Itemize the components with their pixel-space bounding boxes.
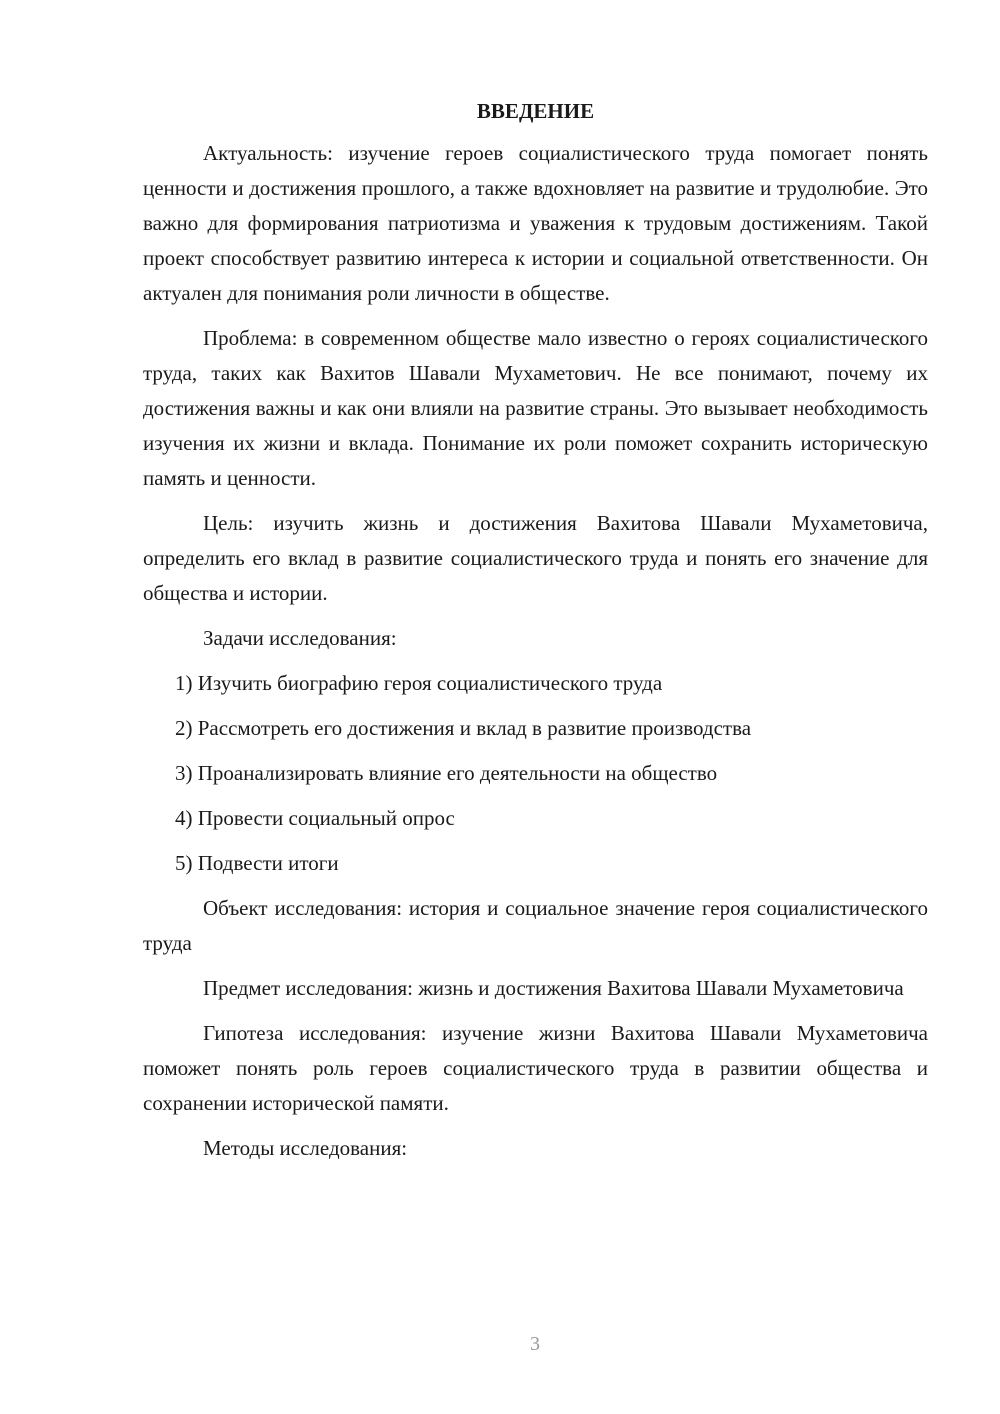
paragraph-hypothesis: Гипотеза исследования: изучение жизни Вахитова Шавали Мухаметовича поможет понять роль героев социалистического труда в развитии общества и сохранении исторической памяти. <box>143 1021 928 1115</box>
task-item: 4) Провести социальный опрос <box>175 806 455 830</box>
task-item: 5) Подвести итоги <box>175 851 339 875</box>
task-item: 1) Изучить биографию героя социалистического труда <box>175 671 663 695</box>
paragraph-problem: Проблема: в современном обществе мало известно о героях социалистического труда, таких как Вахитов Шавали Мухаметович. Не все понимают, почему их достижения важны и как они влияли на развитие страны. Это вызывает необходимость изучения их жизни и вклада. Понимание их роли поможет сохранить историческую память и ценности. <box>143 326 928 490</box>
methods-heading: Методы исследования: <box>203 1136 408 1160</box>
paragraph-object: Объект исследования: история и социальное значение героя социалистического труда <box>143 896 928 955</box>
paragraph-goal: Цель: изучить жизнь и достижения Вахитова Шавали Мухаметовича, определить его вклад в развитие социалистического труда и понять его значение для общества и истории. <box>143 511 928 605</box>
task-item: 2) Рассмотреть его достижения и вклад в развитие производства <box>175 716 752 740</box>
page-number: 3 <box>530 1333 540 1355</box>
paragraph-subject: Предмет исследования: жизнь и достижения Вахитова Шавали Мухаметовича <box>203 976 904 1000</box>
tasks-list <box>143 666 928 881</box>
task-item: 3) Проанализировать влияние его деятельности на общество <box>175 761 718 785</box>
paragraph-relevance: Актуальность: изучение героев социалистического труда помогает понять ценности и достижения прошлого, а также вдохновляет на развитие и трудолюбие. Это важно для формирования патриотизма и уважения к трудовым достижениям. Такой проект способствует развитию интереса к истории и социальной ответственности. Он актуален для понимания роли личности в обществе. <box>143 141 928 305</box>
tasks-heading: Задачи исследования: <box>203 626 397 650</box>
section-title: ВВЕДЕНИЕ <box>476 99 595 123</box>
page-content <box>143 96 928 1176</box>
